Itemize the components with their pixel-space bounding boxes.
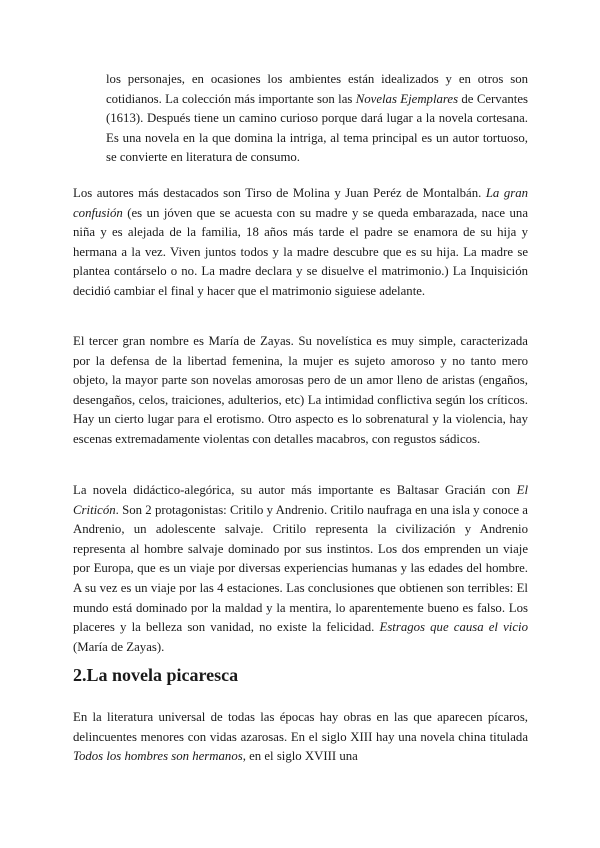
text-run: , en el siglo XVIII una <box>242 749 358 764</box>
text-run: . Son 2 protagonistas: Critilo y Andrenio. Critilo naufraga en una isla y conoce a Andrenio, un adolescente salvaje. Critilo representa la civilización y Andrenio representa al hombre salvaje dominado por sus instintos. Los dos emprenden un viaje por Europa, que es un viaje por diversas experiencias humanas y las edades del hombre. A su vez es un viaje por las 4 estaciones. Las conclusiones que obtienen son terribles: El mundo está dominado por la maldad y la mentira, lo aparentemente bueno es falso. Los placeres y la belleza son vanidad, no existe la felicidad. <box>73 502 528 635</box>
text-run: La novela didáctico-alegórica, su autor más importante es Baltasar Gracián con <box>73 483 517 497</box>
indented-paragraph <box>106 70 528 168</box>
book-title: La gran confusión <box>73 186 529 220</box>
text-run: (es un jóven que se acuesta con su madre y se queda embarazada, nace una niña y es alejada de la familia, 18 años más tarde el padre se enamora de su hija y hermana a la vez. Viven juntos todos y la madre descubre que es su hija. La madre se plantea contárselo o no. La madre declara y se disuelve el matrimonio.) La Inquisición decidió cambiar el final y hacer que el matrimonio siguiese adelante. <box>73 205 528 298</box>
section-heading: 2.La novela picaresca <box>73 665 239 685</box>
book-title: Novelas Ejemplares <box>355 91 459 106</box>
book-title: El Criticón <box>73 483 528 517</box>
book-title: Estragos que causa el vicio <box>379 620 528 635</box>
paragraph-gracian <box>73 481 528 657</box>
text-run: de Cervantes (1613). Después tiene un camino curioso porque dará lugar a la novela cortesana. Es una novela en la que domina la intriga, al tema principal es un autor tortuoso, se convierte en literatura de consumo. <box>106 91 528 165</box>
paragraph-picaresca <box>73 708 528 767</box>
paragraph-zayas <box>73 332 528 450</box>
text-run: (María de Zayas). <box>73 639 165 654</box>
book-title: Todos los hombres son hermanos <box>73 749 243 764</box>
text-run: los personajes, en ocasiones los ambientes están idealizados y en otros son cotidianos. La colección más importante son las <box>106 72 528 106</box>
text-run: En la literatura universal de todas las épocas hay obras en las que aparecen pícaros, delincuentes menores con vidas azarosas. En el siglo XIII hay una novela china titulada <box>73 710 528 744</box>
paragraph-authors <box>73 184 528 302</box>
text-run: Los autores más destacados son Tirso de Molina y Juan Peréz de Montalbán. <box>73 186 486 200</box>
text-run: El tercer gran nombre es María de Zayas. Su novelística es muy simple, caracterizada por la defensa de la libertad femenina, la mujer es sujeto amoroso y no tanto mero objeto, la mayor parte son novelas amorosas pero de un amor lleno de aristas (engaños, desengaños, celos, traiciones, adulterios, etc) La intimidad conflictiva según los críticos. Hay un cierto lugar para el erotismo. Otro aspecto es lo sobrenatural y la violencia, hay escenas extremadamente violentas con detalles macabros, con regustos sádicos. <box>73 334 528 446</box>
